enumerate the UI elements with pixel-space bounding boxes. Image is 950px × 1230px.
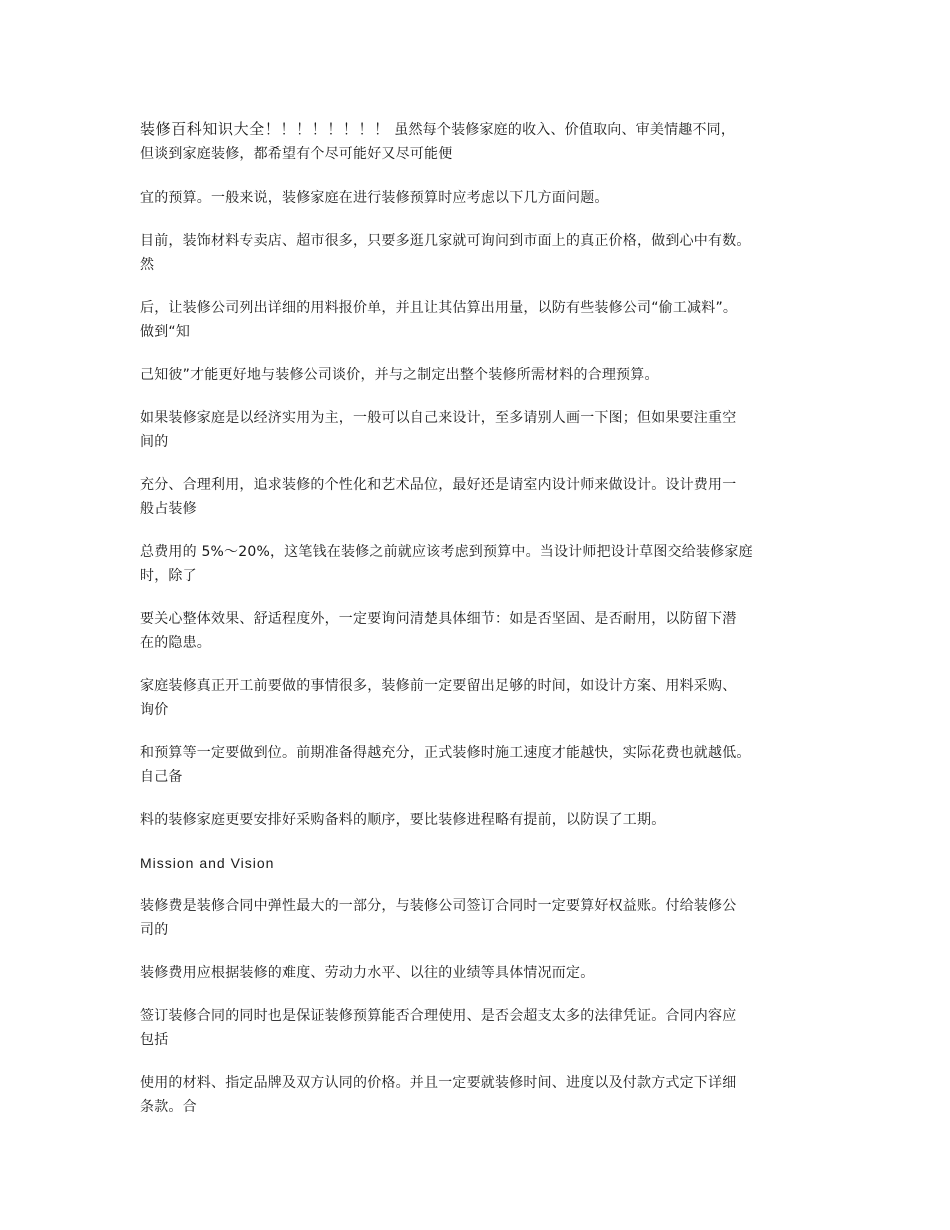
paragraph-9: 家庭装修真正开工前要做的事情很多，装修前一定要留出足够的时间，如设计方案、用料采购、 询价 (140, 678, 737, 718)
document-body (140, 117, 812, 1138)
paragraph-6: 充分、合理利用，追求装修的个性化和艺术品位，最好还是请室内设计师来做设计。设计费用一 般占装修 (140, 477, 737, 517)
paragraph-13: 装修费用应根据装修的难度、劳动力水平、以往的业绩等具体情况而定。 (140, 965, 595, 981)
paragraph-1: 宜的预算。一般来说，装修家庭在进行装修预算时应考虑以下几方面问题。 (140, 190, 609, 206)
intro-text: 虽然每个装修家庭的收入、价值取向、审美情趣不同， (394, 122, 736, 138)
paragraph-3: 后，让装修公司列出详细的用料报价单，并且让其估算出用量，以防有些装修公司“偷工减料”。 做到“知 (140, 300, 738, 340)
paragraph-12: 装修费是装修合同中弹性最大的一部分，与装修公司签订合同时一定要算好权益账。付给装修公 司的 (140, 898, 737, 938)
paragraph-14: 签订装修合同的同时也是保证装修预算能否合理使用、是否会超支太多的法律凭证。合同内容应 包括 (140, 1008, 737, 1048)
paragraph-15: 使用的材料、指定品牌及双方认同的价格。并且一定要就装修时间、进度以及付款方式定下详细 条款。合 (140, 1075, 737, 1115)
paragraph-8: 要关心整体效果、舒适程度外，一定要询问清楚具体细节：如是否坚固、是否耐用，以防留下潜 在的隐患。 (140, 611, 737, 651)
document-title: 装修百科知识大全！！！！！！！！ (140, 120, 390, 138)
section-heading: Mission and Vision (140, 855, 275, 871)
intro-paragraph (140, 117, 812, 166)
paragraph-10: 和预算等一定要做到位。前期准备得越充分，正式装修时施工速度才能越快，实际花费也就越低。 自己备 (140, 745, 751, 785)
paragraph-2: 目前，装饰材料专卖店、超市很多，只要多逛几家就可询问到市面上的真正价格，做到心中有数。 然 (140, 233, 751, 273)
paragraph-4: 己知彼”才能更好地与装修公司谈价，并与之制定出整个装修所需材料的合理预算。 (140, 367, 659, 383)
paragraph-7: 总费用的 5%～20%，这笔钱在装修之前就应该考虑到预算中。当设计师把设计草图交给装修家庭 时，除了 (140, 544, 753, 584)
intro-text-line2: 但谈到家庭装修，都希望有个尽可能好又尽可能便 (140, 146, 453, 162)
paragraph-5: 如果装修家庭是以经济实用为主，一般可以自己来设计，至多请别人画一下图；但如果要注重空 间的 (140, 410, 737, 450)
paragraph-11: 料的装修家庭更要安排好采购备料的顺序，要比装修进程略有提前，以防误了工期。 (140, 812, 666, 828)
